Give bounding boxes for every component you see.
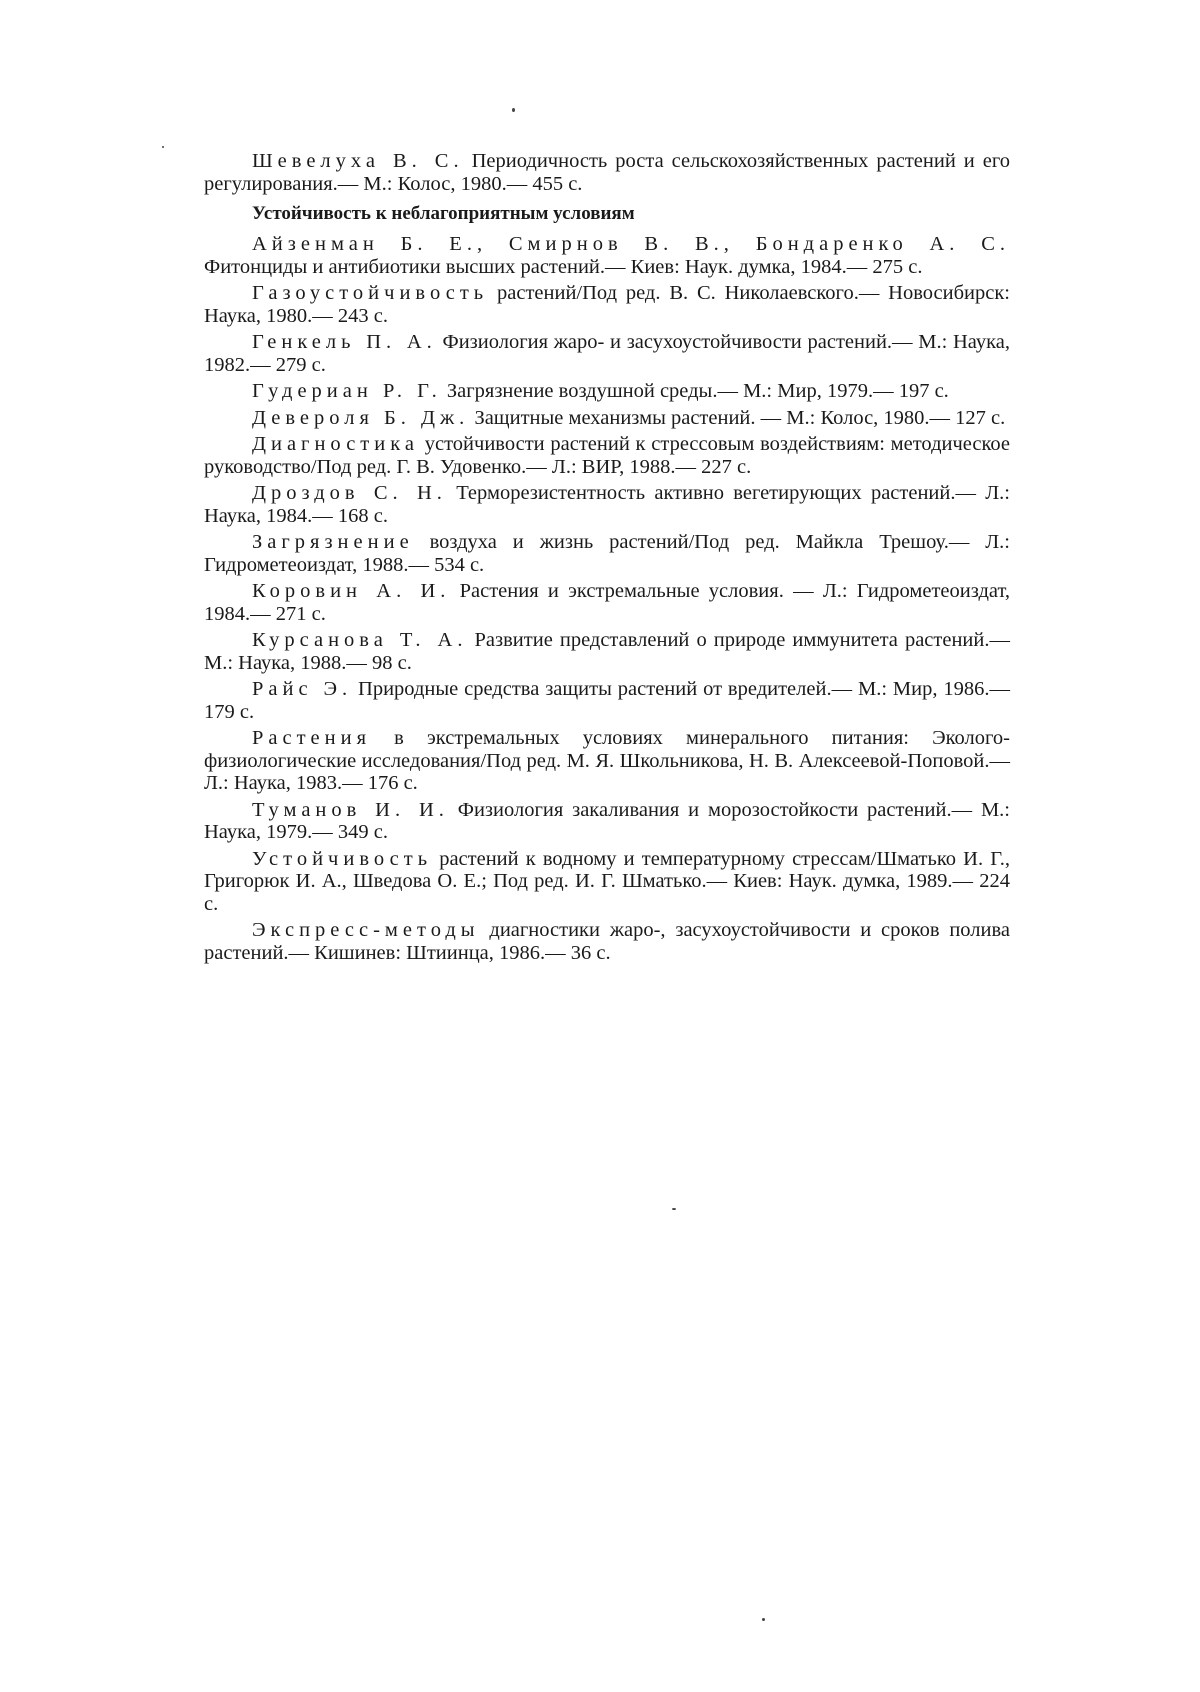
entry-text: Физиология закаливания и морозостойкости растений.— М.: Наука, 1979.— 349 с. bbox=[204, 798, 1010, 843]
bibliography-entry bbox=[204, 282, 1010, 327]
section-title: Устойчивость к неблагоприятным условиям bbox=[252, 203, 635, 224]
entry-author: Газоустойчивость bbox=[252, 282, 489, 304]
bibliography-entry bbox=[204, 233, 1010, 278]
entry-author: Растения bbox=[252, 727, 372, 749]
entry-author: Диагностика bbox=[252, 433, 419, 455]
entry-author: Туманов И. И. bbox=[252, 798, 449, 821]
bibliography-entry bbox=[204, 580, 1010, 625]
bibliography-entry bbox=[204, 380, 1010, 403]
bibliography-entry-intro bbox=[204, 150, 1010, 195]
scan-speck bbox=[762, 1618, 765, 1621]
entry-text: Фитонциды и антибиотики высших растений.— Киев: Наук. думка, 1984.— 275 с. bbox=[204, 255, 923, 278]
scan-speck bbox=[512, 108, 515, 112]
bibliography-entry bbox=[204, 331, 1010, 376]
entry-text: Физиология жаро- и засухоустойчивости растений.— М.: Наука, 1982.— 279 с. bbox=[204, 331, 1010, 376]
scan-speck bbox=[672, 1208, 676, 1210]
entry-text: устойчивости растений к стрессовым воздействиям: методическое руководство/Под ред. Г. В. Удовенко.— Л.: ВИР, 1988.— 227 с. bbox=[204, 433, 1011, 478]
bibliography-entry bbox=[204, 727, 1010, 795]
entry-text: Загрязнение воздушной среды.— М.: Мир, 1979.— 197 с. bbox=[446, 380, 949, 402]
bibliography-page bbox=[204, 150, 1010, 968]
entry-author: Экспресс-методы bbox=[252, 919, 480, 941]
bibliography-entry bbox=[204, 433, 1010, 478]
entry-author: Айзенман Б. Е., Смирнов В. В., Бондаренко А. С. bbox=[252, 233, 1010, 255]
entry-author: Райс Э. bbox=[252, 678, 353, 700]
entry-text: Терморезистентность активно вегетирующих растений.— Л.: Наука, 1984.— 168 с. bbox=[204, 482, 1011, 527]
entry-author: Курсанова Т. А. bbox=[252, 629, 468, 651]
entry-author: Девероля Б. Дж. bbox=[252, 406, 470, 429]
entry-text: в экстремальных условиях минерального питания: Эколого-физиологические исследования/Под ред. М. Я. Школьникова, Н. В. Алексеевой-Поповой.— Л.: Наука, 1983.— 176 с. bbox=[204, 727, 1010, 794]
entry-author: Генкель П. А. bbox=[252, 331, 437, 353]
entry-author: Устойчивость bbox=[252, 847, 433, 870]
entry-author: Коровин А. И. bbox=[252, 580, 451, 602]
bibliography-list bbox=[204, 233, 1010, 964]
scan-speck bbox=[162, 146, 164, 148]
entry-author: Загрязнение bbox=[252, 531, 414, 553]
entry-text: растений/Под ред. В. С. Николаевского.— Новосибирск: Наука, 1980.— 243 с. bbox=[204, 282, 1010, 327]
bibliography-entry bbox=[204, 678, 1010, 723]
bibliography-entry bbox=[204, 799, 1010, 844]
entry-text: Развитие представлений о природе иммунитета растений.— М.: Наука, 1988.— 98 с. bbox=[204, 629, 1010, 674]
entry-text: воздуха и жизнь растений/Под ред. Майкла Трешоу.— Л.: Гидрометеоиздат, 1988.— 534 с. bbox=[204, 531, 1011, 576]
bibliography-entry bbox=[204, 531, 1010, 576]
bibliography-entry bbox=[204, 482, 1010, 527]
entry-text: диагностики жаро-, засухоустойчивости и сроков полива растений.— Кишинев: Штиинца, 1986.— 36 с. bbox=[204, 919, 1010, 964]
entry-text: Растения и экстремальные условия. — Л.: Гидрометеоиздат, 1984.— 271 с. bbox=[204, 580, 1010, 625]
entry-author: Гудериан Р. Г. bbox=[252, 380, 442, 402]
entry-text: Защитные механизмы растений. — М.: Колос, 1980.— 127 с. bbox=[474, 406, 1006, 429]
entry-author: Шевелуха В. С. bbox=[252, 150, 464, 172]
bibliography-entry bbox=[204, 407, 1010, 430]
entry-text: растений к водному и температурному стрессам/Шматько И. Г., Григорюк И. А., Шведова О. Е.; Под ред. И. Г. Шматько.— Киев: Наук. думка, 1989.— 224 с. bbox=[204, 847, 1010, 915]
entry-text: Природные средства защиты растений от вредителей.— М.: Мир, 1986.— 179 с. bbox=[204, 678, 1011, 723]
bibliography-entry bbox=[204, 848, 1010, 916]
entry-author: Дроздов С. Н. bbox=[252, 482, 447, 504]
bibliography-entry bbox=[204, 919, 1010, 964]
entry-text: Периодичность роста сельскохозяйственных растений и его регулирования.— М.: Колос, 1980.— 455 с. bbox=[204, 150, 1011, 195]
bibliography-entry bbox=[204, 629, 1010, 674]
